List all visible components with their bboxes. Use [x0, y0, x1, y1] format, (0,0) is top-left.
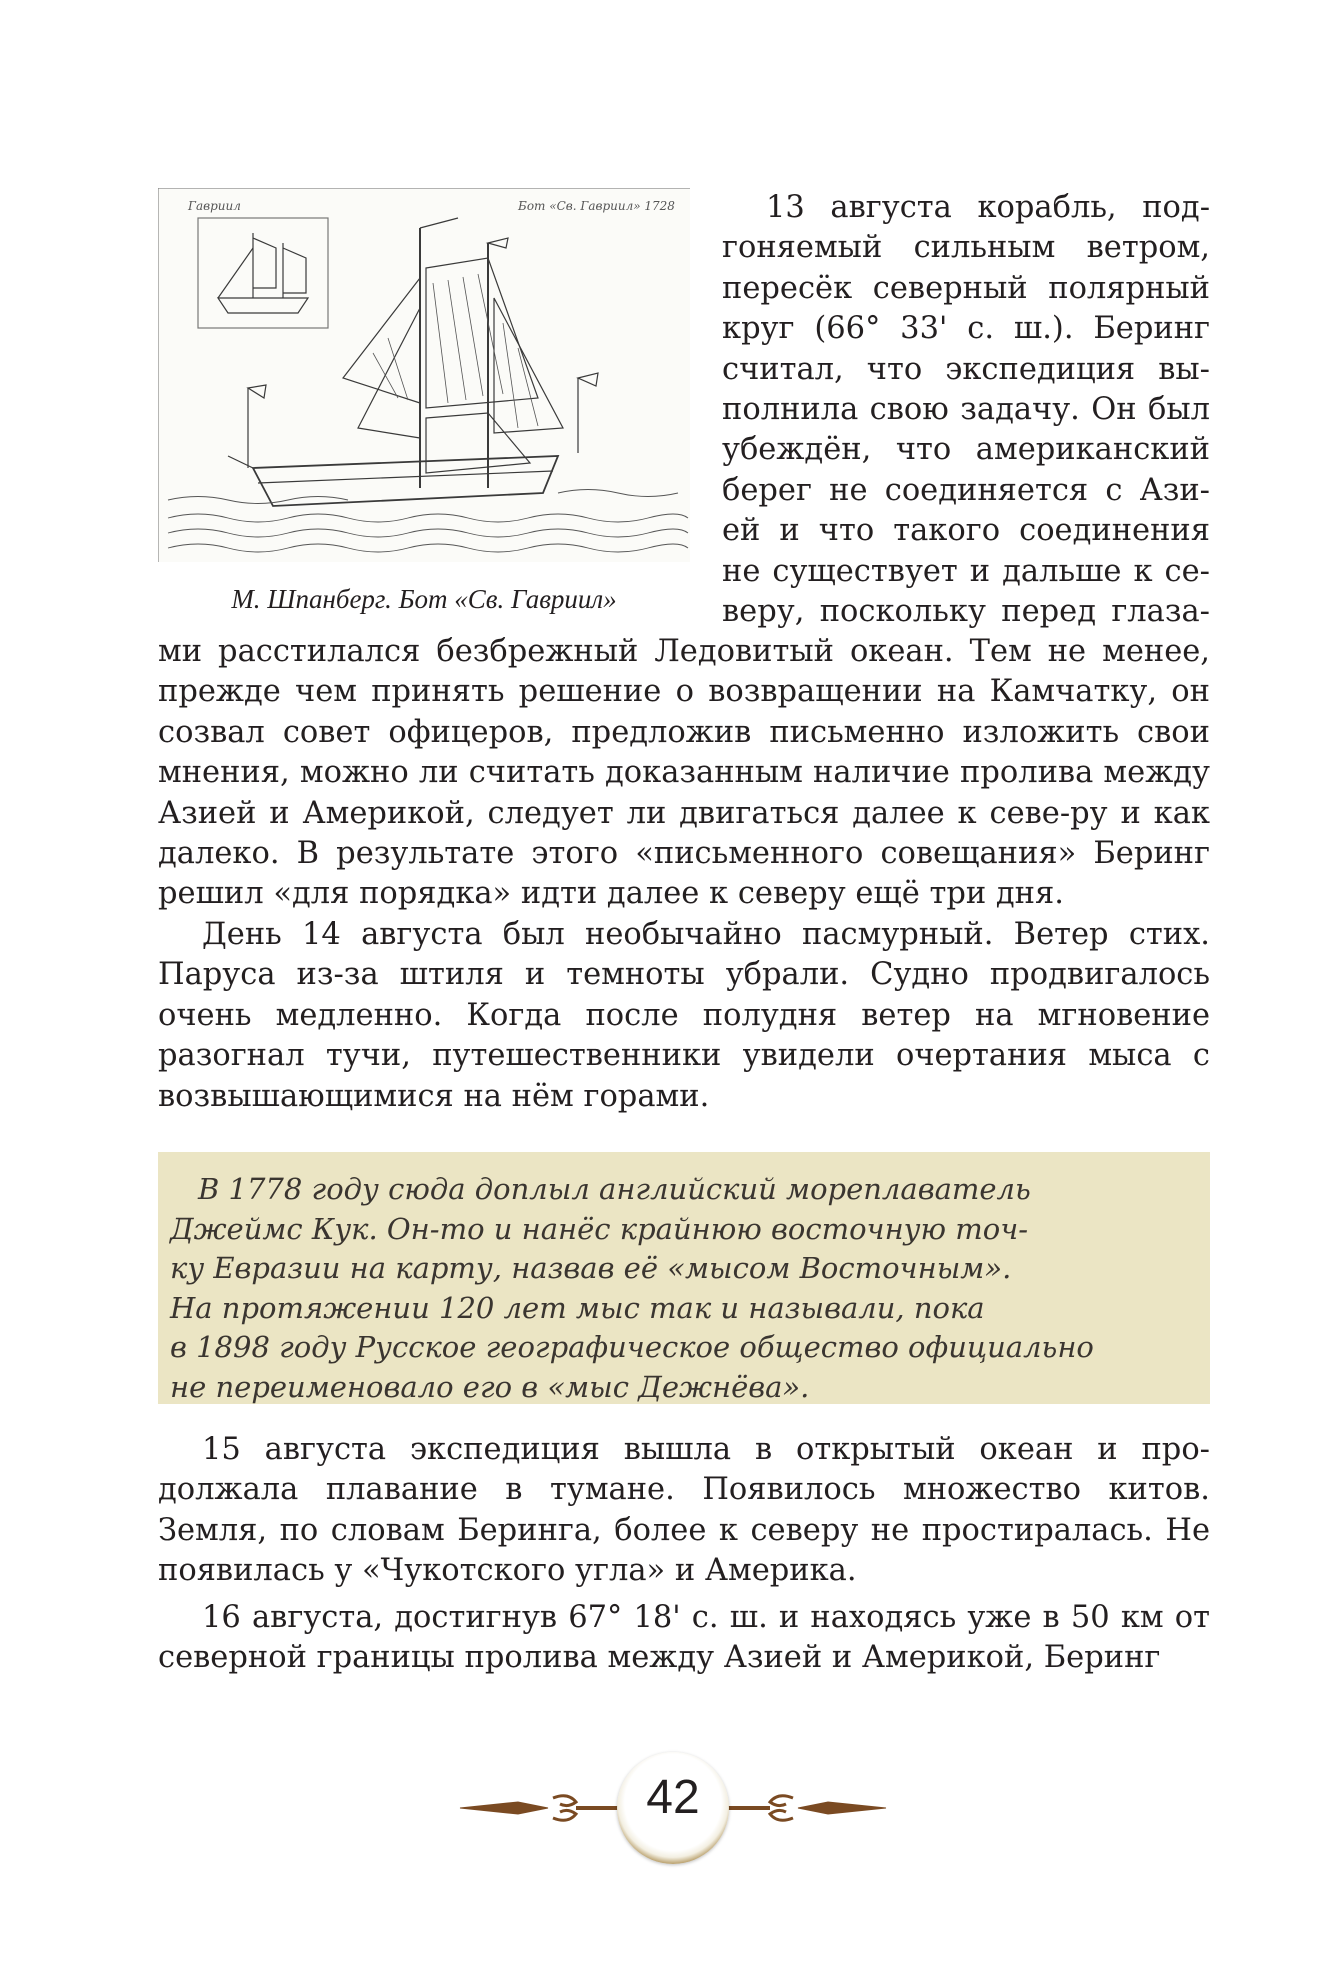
wrap-line: убеждён, что американский: [722, 432, 1210, 468]
wrap-line: круг (66° 33' с. ш.). Беринг: [722, 311, 1210, 347]
note-line: ку Евразии на карту, назвав её «мысом Восточным».: [170, 1251, 1012, 1285]
sketch-label-gavriil: Гавриил: [188, 199, 241, 213]
paragraph-3-block: [158, 1430, 1210, 1592]
note-line: В 1778 году сюда доплыл английский мореплаватель: [198, 1172, 1031, 1206]
wrap-line: веру, поскольку перед глаза-: [722, 594, 1210, 630]
page-number: 42: [646, 1771, 700, 1824]
paragraph-2-block: [158, 915, 1210, 1117]
paragraph-4-block: [158, 1598, 1210, 1679]
wrap-line: пересёк северный полярный: [722, 270, 1210, 306]
paragraph-1-rest-block: [158, 632, 1210, 915]
note-line: в 1898 году Русское географическое общество официально: [170, 1330, 1094, 1364]
ship-figure: [158, 188, 690, 615]
ship-sketch-image: [158, 188, 690, 562]
ship-sketch-icon: [158, 188, 690, 562]
wrap-line: полнила свою задачу. Он был: [722, 392, 1210, 428]
wrap-line: 13 августа корабль, под-: [766, 190, 1210, 225]
page-number-badge: [617, 1752, 729, 1864]
info-note-box: [158, 1152, 1210, 1404]
wrap-line: считал, что экспедиция вы-: [722, 351, 1210, 387]
paragraph-2: День 14 августа был необычайно пасмурный. Ветер стих. Паруса из-за штиля и темноты убрали. Судно продвигалось очень медленно. Когда после полудня ветер на мгновение разогнал тучи, путешественники увидели очертания мыса с возвышающимися на нём горами.: [158, 917, 1210, 1114]
paragraph-1-wrap: [722, 188, 1210, 632]
wrap-line: ей и что такого соединения: [722, 513, 1210, 549]
wrap-line: гоняемый сильным ветром,: [722, 230, 1210, 266]
note-line: не переименовало его в «мыс Дежнёва».: [170, 1369, 810, 1404]
paragraph-3: 15 августа экспедиция вышла в открытый океан и про-должала плавание в тумане. Появилось множество китов. Земля, по словам Беринга, более к северу не простиралась. Не появилась у «Чукотского угла» и Америка.: [158, 1432, 1210, 1589]
paragraph-1-rest: ми расстилался безбрежный Ледовитый океан. Тем не менее, прежде чем принять решение о возвращении на Камчатку, он созвал совет офицеров, предложив письменно изложить свои мнения, можно ли считать доказанным наличие пролива между Азией и Америкой, следует ли двигаться далее к севе-ру и как далеко. В результате этого «письменного совещания» Беринг решил «для порядка» идти далее к северу ещё три дня.: [158, 634, 1210, 912]
sketch-label-title: Бот «Св. Гавриил» 1728: [518, 199, 675, 213]
paragraph-4: 16 августа, достигнув 67° 18' с. ш. и находясь уже в 50 км от северной границы пролива между Азией и Америкой, Беринг: [158, 1600, 1210, 1676]
note-line: Джеймс Кук. Он-то и нанёс крайнюю восточную точ-: [170, 1211, 1029, 1246]
wrap-line: берег не соединяется с Ази-: [722, 472, 1210, 508]
figure-caption: М. Шпанберг. Бот «Св. Гавриил»: [231, 584, 617, 614]
wrap-line: не существует и дальше к се-: [722, 553, 1210, 589]
page-footer: [458, 1752, 888, 1864]
note-line: На протяжении 120 лет мыс так и называли, пока: [170, 1290, 985, 1325]
